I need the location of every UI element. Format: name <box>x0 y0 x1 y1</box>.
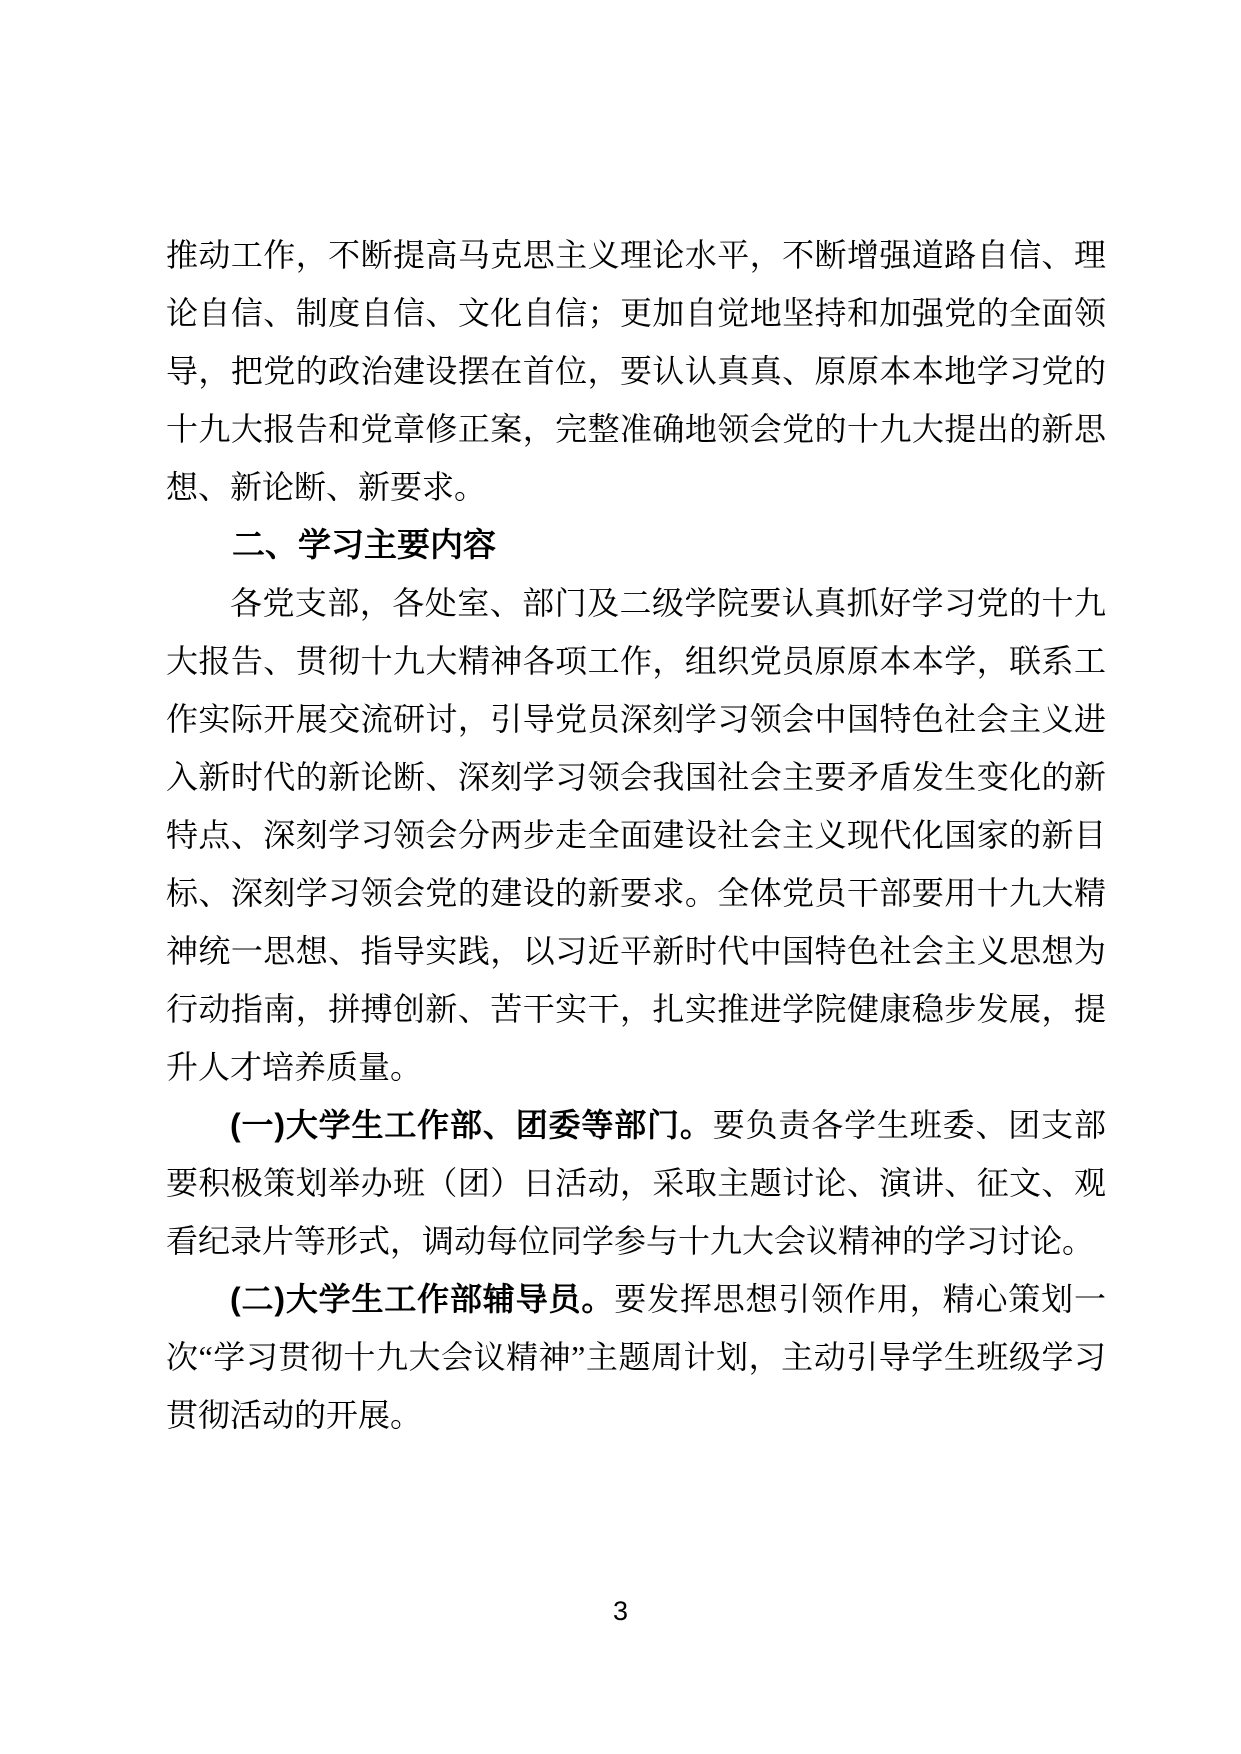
item-2-lead: (二)大学生工作部辅导员。 <box>230 1281 615 1317</box>
paragraph-item-1 <box>166 1096 1106 1270</box>
item-1-lead: (一)大学生工作部、团委等部门。 <box>230 1107 713 1143</box>
paragraph-section-body: 各党支部，各处室、部门及二级学院要认真抓好学习党的十九大报告、贯彻十九大精神各项工作，组织党员原原本本学，联系工作实际开展交流研讨，引导党员深刻学习领会中国特色社会主义进入新时代的新论断、深刻学习领会我国社会主要矛盾发生变化的新特点、深刻学习领会分两步走全面建设社会主义现代化国家的新目标、深刻学习领会党的建设的新要求。全体党员干部要用十九大精神统一思想、指导实践，以习近平新时代中国特色社会主义思想为行动指南，拼搏创新、苦干实干，扎实推进学院健康稳步发展，提升人才培养质量。 <box>166 585 1106 1085</box>
page-number: 3 <box>612 1596 629 1626</box>
item-1-body: 要负责各学生班委、团支部要积极策划举办班（团）日活动，采取主题讨论、演讲、征文、观看纪录片等形式，调动每位同学参与十九大会议精神的学习讨论。 <box>166 1107 1106 1259</box>
item-2-body: 要发挥思想引领作用，精心策划一次“学习贯彻十九大会议精神”主题周计划，主动引导学生班级学习贯彻活动的开展。 <box>166 1281 1106 1433</box>
document-body <box>166 226 1106 1444</box>
section-heading: 二、学习主要内容 <box>232 526 496 563</box>
paragraph-item-2 <box>166 1270 1106 1444</box>
paragraph-continuation: 推动工作，不断提高马克思主义理论水平，不断增强道路自信、理论自信、制度自信、文化自信；更加自觉地坚持和加强党的全面领导，把党的政治建设摆在首位，要认认真真、原原本本地学习党的十九大报告和党章修正案，完整准确地领会党的十九大提出的新思想、新论断、新要求。 <box>166 237 1106 505</box>
